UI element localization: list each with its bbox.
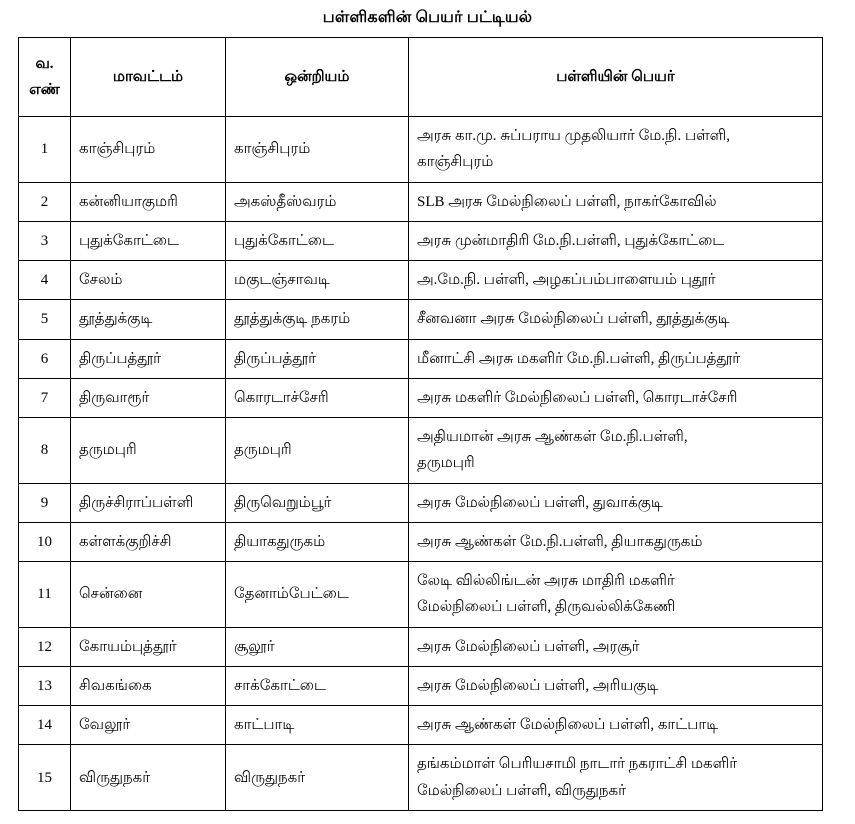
school-name-line1: அரசு ஆண்கள் மே.நி.பள்ளி, தியாகதுருகம் (417, 533, 703, 550)
table-row (19, 378, 823, 417)
cell-school-name (409, 418, 823, 484)
cell-union: தியாகதுருகம் (226, 522, 409, 561)
school-list-table (18, 37, 823, 811)
cell-serial-number: 5 (19, 300, 71, 339)
table-row (19, 182, 823, 221)
cell-district: கோயம்புத்தூர் (71, 627, 226, 666)
cell-school-name (409, 261, 823, 300)
cell-union: திருப்பத்தூர் (226, 339, 409, 378)
cell-school-name (409, 378, 823, 417)
school-name-line1: தங்கம்மாள் பெரியசாமி நாடார் நகராட்சி மகளிர் (417, 756, 738, 773)
table-row (19, 300, 823, 339)
table-header (19, 38, 823, 117)
cell-school-name (409, 745, 823, 811)
table-row (19, 666, 823, 705)
cell-school-name (409, 522, 823, 561)
cell-serial-number: 8 (19, 418, 71, 484)
school-name-line1: அரசு கா.மு. சுப்பராய முதலியார் மே.நி. பள்ளி, (417, 128, 731, 145)
cell-serial-number: 10 (19, 522, 71, 561)
column-header-serial-number (19, 38, 71, 117)
cell-serial-number: 6 (19, 339, 71, 378)
school-name-line1: அரசு முன்மாதிரி மே.நி.பள்ளி, புதுக்கோட்டை (417, 232, 725, 249)
table-body (19, 117, 823, 811)
table-row (19, 117, 823, 183)
table-row (19, 221, 823, 260)
school-name-line1: அரசு ஆண்கள் மேல்நிலைப் பள்ளி, காட்பாடி (417, 717, 719, 734)
serial-header-line1: வ. (35, 55, 54, 72)
cell-serial-number: 7 (19, 378, 71, 417)
cell-serial-number: 4 (19, 261, 71, 300)
table-row (19, 562, 823, 628)
table-container (0, 37, 855, 811)
school-name-line1: லேடி வில்லிங்டன் அரசு மாதிரி மகளிர் (417, 573, 675, 590)
cell-school-name (409, 339, 823, 378)
cell-serial-number: 11 (19, 562, 71, 628)
table-row (19, 418, 823, 484)
cell-school-name (409, 300, 823, 339)
table-row (19, 745, 823, 811)
cell-serial-number: 3 (19, 221, 71, 260)
table-row (19, 339, 823, 378)
school-name-line2: காஞ்சிபுரம் (417, 154, 494, 171)
cell-serial-number: 9 (19, 483, 71, 522)
cell-serial-number: 12 (19, 627, 71, 666)
cell-union: மகுடஞ்சாவடி (226, 261, 409, 300)
school-name-line1: அதியமான் அரசு ஆண்கள் மே.நி.பள்ளி, (417, 429, 688, 446)
cell-school-name (409, 666, 823, 705)
page-title: பள்ளிகளின் பெயர் பட்டியல் (322, 9, 533, 26)
school-name-line2: தருமபுரி (417, 455, 475, 472)
cell-union: காட்பாடி (226, 706, 409, 745)
serial-header-line2: எண் (29, 82, 60, 99)
school-name-line1: அரசு மேல்நிலைப் பள்ளி, துவாக்குடி (417, 494, 663, 511)
cell-union: காஞ்சிபுரம் (226, 117, 409, 183)
table-row (19, 706, 823, 745)
cell-school-name (409, 483, 823, 522)
cell-district: காஞ்சிபுரம் (71, 117, 226, 183)
cell-district: திருவாரூர் (71, 378, 226, 417)
cell-union: அகஸ்தீஸ்வரம் (226, 182, 409, 221)
cell-union: சூலூர் (226, 627, 409, 666)
column-header-school-name: பள்ளியின் பெயர் (409, 38, 823, 117)
cell-district: கன்னியாகுமரி (71, 182, 226, 221)
cell-serial-number: 14 (19, 706, 71, 745)
cell-union: தூத்துக்குடி நகரம் (226, 300, 409, 339)
school-name-line1: அ.மே.நி. பள்ளி, அழகப்பம்பாளையம் புதூர் (417, 272, 716, 289)
cell-school-name (409, 562, 823, 628)
school-name-line1: SLB அரசு மேல்நிலைப் பள்ளி, நாகர்கோவில் (417, 193, 717, 210)
school-name-line1: அரசு மேல்நிலைப் பள்ளி, அரசூர் (417, 638, 640, 655)
school-name-line1: மீனாட்சி அரசு மகளிர் மே.நி.பள்ளி, திருப்பத்தூர் (417, 350, 741, 367)
cell-school-name (409, 627, 823, 666)
cell-union: தருமபுரி (226, 418, 409, 484)
cell-union: கொரடாச்சேரி (226, 378, 409, 417)
cell-district: சேலம் (71, 261, 226, 300)
column-header-district: மாவட்டம் (71, 38, 226, 117)
cell-district: சென்னை (71, 562, 226, 628)
table-row (19, 261, 823, 300)
cell-school-name (409, 221, 823, 260)
cell-serial-number: 1 (19, 117, 71, 183)
cell-district: தருமபுரி (71, 418, 226, 484)
cell-union: புதுக்கோட்டை (226, 221, 409, 260)
cell-serial-number: 2 (19, 182, 71, 221)
cell-union: சாக்கோட்டை (226, 666, 409, 705)
cell-district: தூத்துக்குடி (71, 300, 226, 339)
cell-serial-number: 13 (19, 666, 71, 705)
table-row (19, 522, 823, 561)
column-header-union: ஒன்றியம் (226, 38, 409, 117)
cell-union: திருவெறும்பூர் (226, 483, 409, 522)
cell-district: கள்ளக்குறிச்சி (71, 522, 226, 561)
school-name-line2: மேல்நிலைப் பள்ளி, விருதுநகர் (417, 782, 626, 799)
cell-district: திருச்சிராப்பள்ளி (71, 483, 226, 522)
cell-district: விருதுநகர் (71, 745, 226, 811)
school-name-line1: அரசு மகளிர் மேல்நிலைப் பள்ளி, கொரடாச்சேரி (417, 389, 738, 406)
header-row (19, 38, 823, 117)
cell-district: திருப்பத்தூர் (71, 339, 226, 378)
cell-district: புதுக்கோட்டை (71, 221, 226, 260)
school-name-line1: அரசு மேல்நிலைப் பள்ளி, அரியகுடி (417, 677, 659, 694)
cell-union: தேனாம்பேட்டை (226, 562, 409, 628)
cell-union: விருதுநகர் (226, 745, 409, 811)
table-row (19, 627, 823, 666)
cell-school-name (409, 706, 823, 745)
table-row (19, 483, 823, 522)
school-name-line2: மேல்நிலைப் பள்ளி, திருவல்லிக்கேணி (417, 599, 676, 616)
cell-district: வேலூர் (71, 706, 226, 745)
cell-serial-number: 15 (19, 745, 71, 811)
cell-school-name (409, 182, 823, 221)
cell-district: சிவகங்கை (71, 666, 226, 705)
cell-school-name (409, 117, 823, 183)
school-name-line1: சீனவனா அரசு மேல்நிலைப் பள்ளி, தூத்துக்குடி (417, 311, 730, 328)
